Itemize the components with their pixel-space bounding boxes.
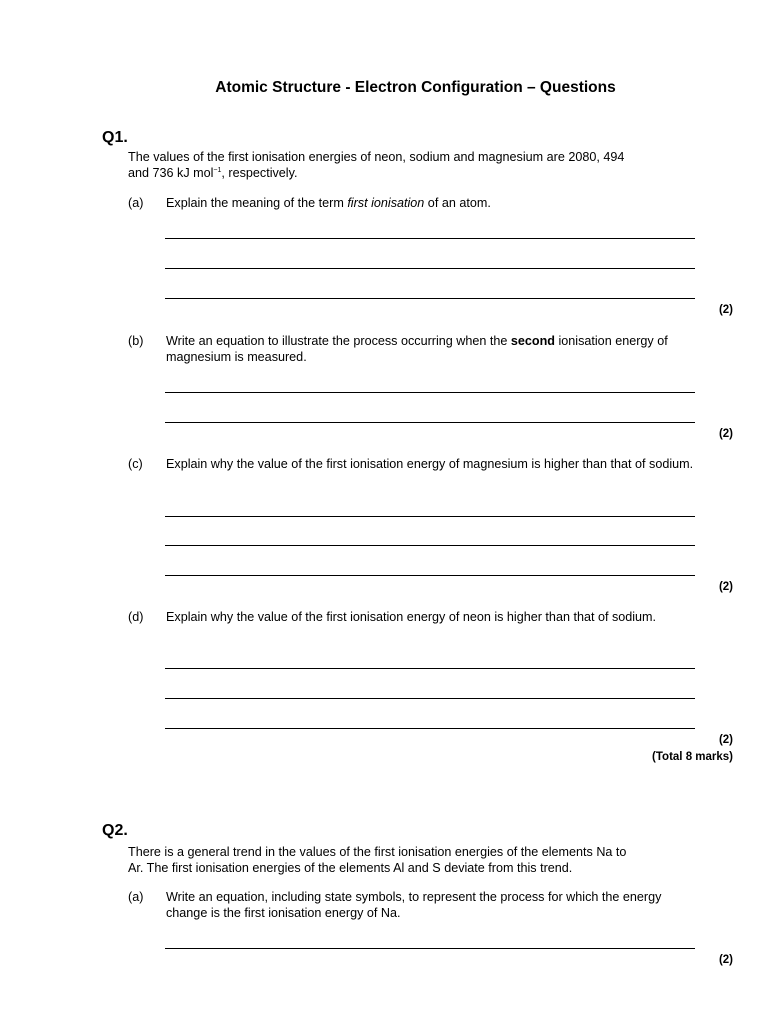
total-marks-label: (Total 8 marks) [652, 751, 733, 763]
answer-line[interactable] [165, 298, 695, 299]
question-2-intro-line-1: There is a general trend in the values of the first ionisation energies of the elements Na to [128, 845, 627, 859]
answer-line[interactable] [165, 948, 695, 949]
answer-line[interactable] [165, 516, 695, 517]
marks-label: (2) [718, 304, 733, 316]
part-a-text: Explain the meaning of the term first ionisation of an atom. [166, 196, 491, 210]
marks-label: (2) [718, 428, 733, 440]
answer-line[interactable] [165, 238, 695, 239]
part-b-text: Write an equation to illustrate the process occurring when the second ionisation energy of magnesium is measured. [166, 334, 668, 364]
answer-line[interactable] [165, 575, 695, 576]
question-2-number: Q2. [102, 822, 128, 839]
question-1-intro-line-2: and 736 kJ mol$^{-1}$, respectively. [128, 166, 298, 180]
answer-line[interactable] [165, 392, 695, 393]
answer-line[interactable] [165, 268, 695, 269]
answer-line[interactable] [165, 728, 695, 729]
page-title: Atomic Structure - Electron Configuration – Questions [215, 79, 616, 96]
answer-line[interactable] [165, 668, 695, 669]
q2-part-a-label: (a) [128, 890, 144, 904]
part-b-label: (b) [128, 334, 144, 348]
marks-label: (2) [718, 734, 733, 746]
answer-line[interactable] [165, 545, 695, 546]
part-a-label: (a) [128, 196, 144, 210]
part-c-label: (c) [128, 457, 143, 471]
part-c-text: Explain why the value of the first ionisation energy of magnesium is higher than that of sodium. [166, 457, 694, 471]
question-1-number: Q1. [102, 129, 128, 146]
question-1-intro [128, 149, 703, 181]
marks-label: (2) [718, 581, 733, 593]
answer-line[interactable] [165, 422, 695, 423]
part-d-text: Explain why the value of the first ionisation energy of neon is higher than that of sodium. [166, 610, 657, 624]
marks-label: (2) [718, 954, 733, 966]
part-d-label: (d) [128, 610, 144, 624]
q2-part-a-text: Write an equation, including state symbols, to represent the process for which the energy change is the first ionisation energy of Na. [166, 890, 662, 920]
answer-line[interactable] [165, 698, 695, 699]
question-2-intro [128, 844, 703, 876]
question-2-intro-line-2: Ar. The first ionisation energies of the elements Al and S deviate from this trend. [128, 861, 573, 875]
question-1-intro-line-1: The values of the first ionisation energies of neon, sodium and magnesium are 2080, 494 [128, 150, 625, 164]
